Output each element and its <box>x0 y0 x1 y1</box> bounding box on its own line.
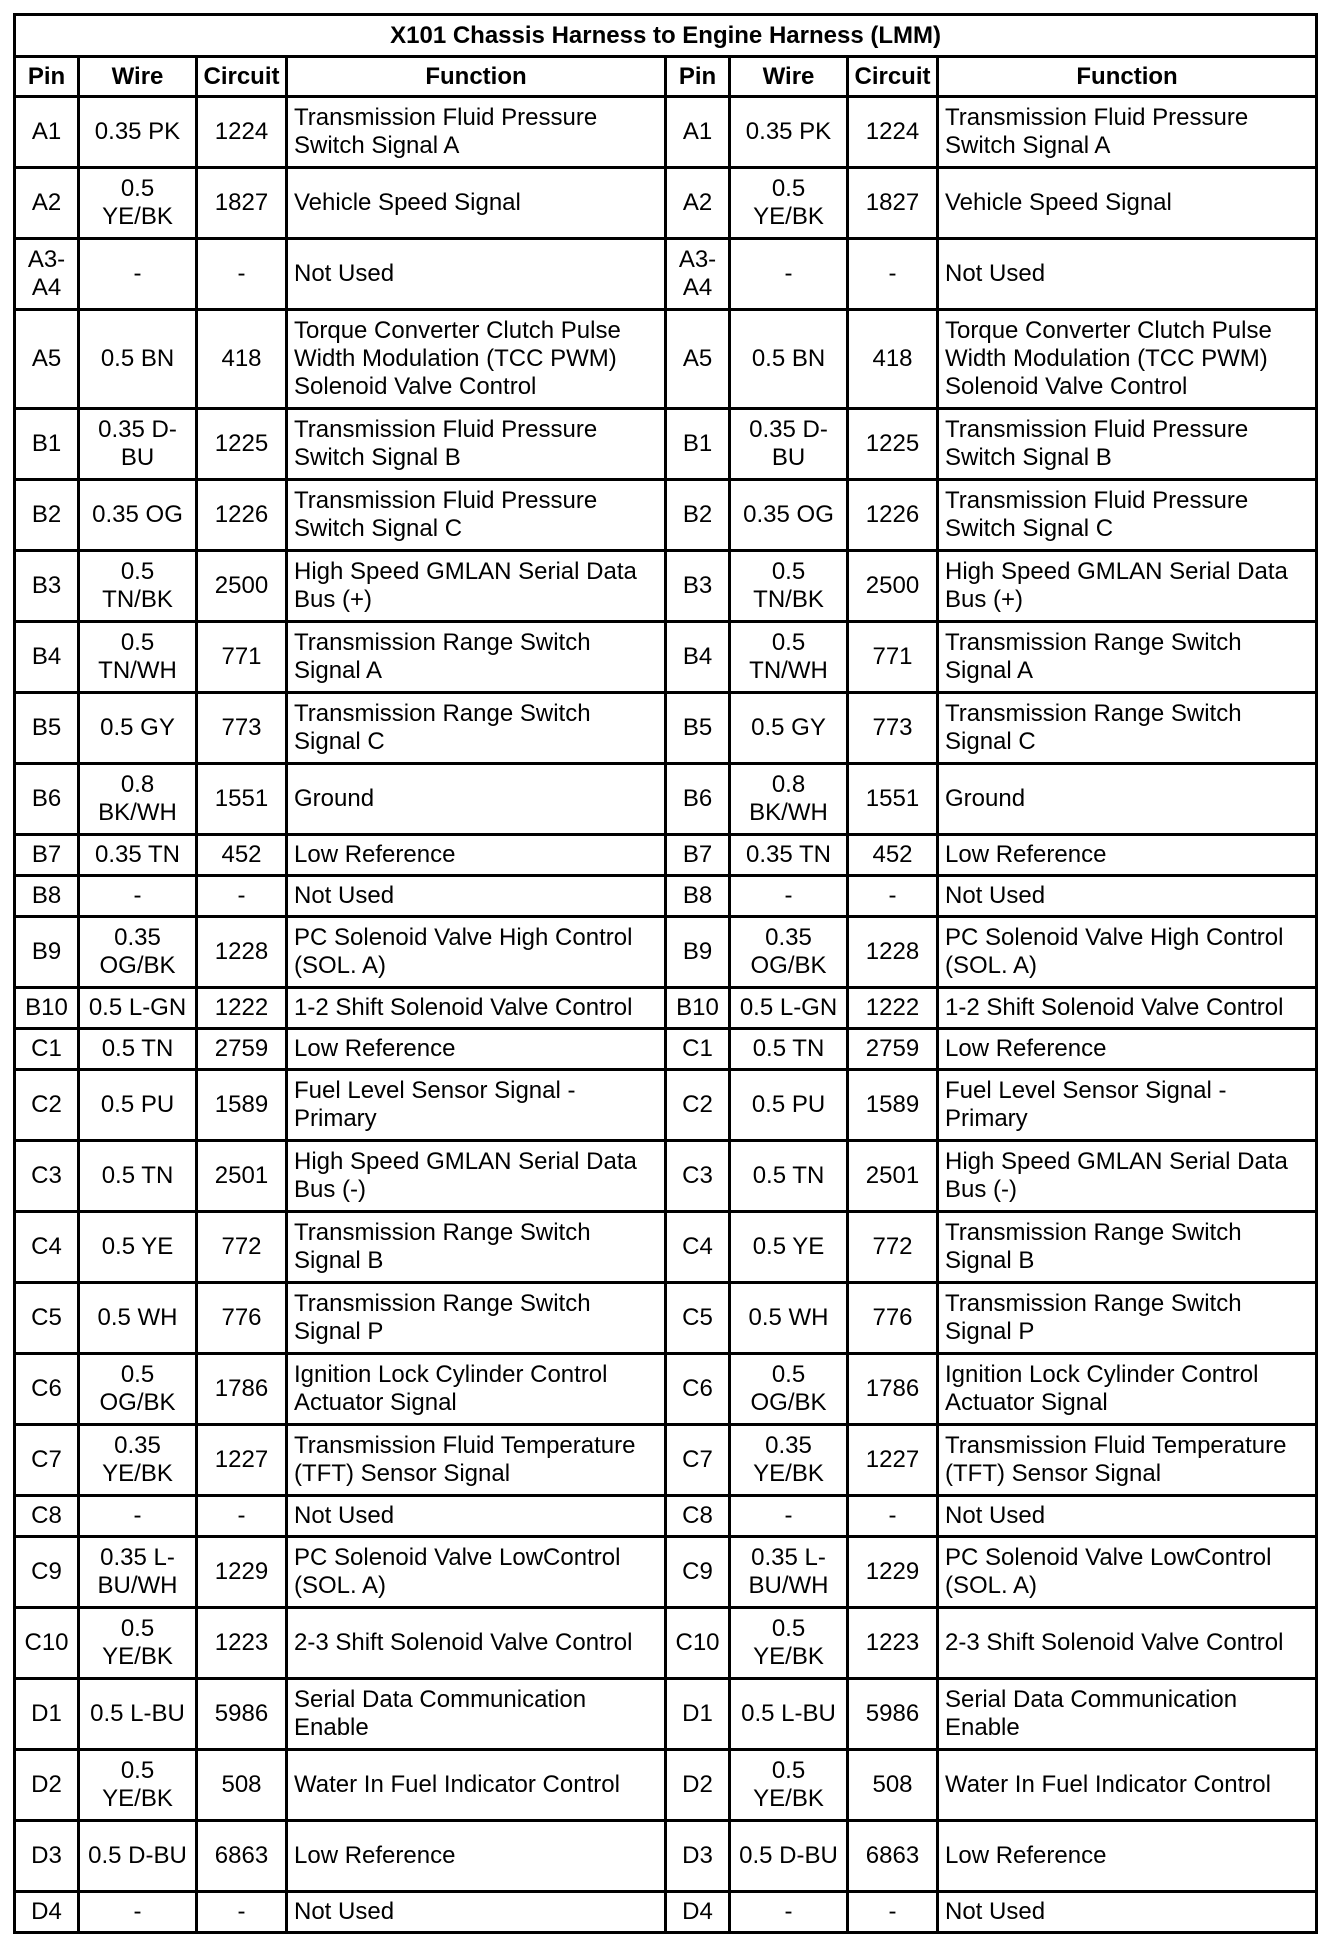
table-row <box>15 480 1317 551</box>
wire-cell: 0.5 WH <box>79 1283 197 1354</box>
table-title: X101 Chassis Harness to Engine Harness (LMM) <box>15 15 1317 57</box>
function-cell: Transmission Range Switch Signal P <box>938 1283 1317 1354</box>
circuit-cell: 5986 <box>197 1679 287 1750</box>
circuit-cell: 6863 <box>197 1821 287 1892</box>
circuit-cell: 1226 <box>197 480 287 551</box>
pin-cell: D1 <box>666 1679 730 1750</box>
circuit-cell: 1224 <box>848 97 938 168</box>
circuit-cell: - <box>197 239 287 310</box>
circuit-cell: 1228 <box>197 917 287 988</box>
circuit-cell: 771 <box>848 622 938 693</box>
circuit-cell: 1225 <box>197 409 287 480</box>
table-row <box>15 551 1317 622</box>
table-row <box>15 239 1317 310</box>
wire-cell: 0.5 YE/BK <box>79 1608 197 1679</box>
pin-cell: B7 <box>15 835 79 876</box>
function-cell: Not Used <box>287 1892 666 1933</box>
table-row <box>15 876 1317 917</box>
table-row <box>15 97 1317 168</box>
wire-cell: - <box>730 1892 848 1933</box>
circuit-cell: - <box>197 1892 287 1933</box>
table-row <box>15 1070 1317 1141</box>
pin-cell: D1 <box>15 1679 79 1750</box>
function-cell: Vehicle Speed Signal <box>938 168 1317 239</box>
circuit-cell: 2500 <box>848 551 938 622</box>
circuit-cell: 1223 <box>197 1608 287 1679</box>
wire-cell: 0.5 YE/BK <box>730 168 848 239</box>
circuit-cell: 452 <box>848 835 938 876</box>
function-cell: Transmission Range Switch Signal P <box>287 1283 666 1354</box>
pin-cell: A5 <box>15 310 79 409</box>
function-cell: Not Used <box>287 1496 666 1537</box>
pin-cell: C3 <box>666 1141 730 1212</box>
function-cell: PC Solenoid Valve LowControl (SOL. A) <box>287 1537 666 1608</box>
wire-cell: 0.35 D-BU <box>730 409 848 480</box>
circuit-cell: - <box>848 1892 938 1933</box>
wire-cell: 0.35 YE/BK <box>730 1425 848 1496</box>
wire-cell: 0.5 YE/BK <box>730 1750 848 1821</box>
function-cell: Transmission Fluid Pressure Switch Signal A <box>938 97 1317 168</box>
table-row <box>15 1750 1317 1821</box>
wire-cell: 0.8 BK/WH <box>79 764 197 835</box>
pin-cell: B10 <box>15 988 79 1029</box>
function-cell: Ground <box>287 764 666 835</box>
pin-cell: C1 <box>15 1029 79 1070</box>
wire-cell: - <box>79 1496 197 1537</box>
circuit-cell: 452 <box>197 835 287 876</box>
circuit-cell: 771 <box>197 622 287 693</box>
wire-cell: 0.5 GY <box>730 693 848 764</box>
wire-cell: 0.5 TN <box>730 1029 848 1070</box>
circuit-cell: 1225 <box>848 409 938 480</box>
function-cell: Low Reference <box>287 1821 666 1892</box>
table-body <box>15 97 1317 1933</box>
function-cell: 2-3 Shift Solenoid Valve Control <box>287 1608 666 1679</box>
function-cell: PC Solenoid Valve High Control (SOL. A) <box>938 917 1317 988</box>
circuit-cell: 1786 <box>197 1354 287 1425</box>
table-row <box>15 1679 1317 1750</box>
circuit-cell: - <box>197 1496 287 1537</box>
table-row <box>15 622 1317 693</box>
pin-cell: C9 <box>666 1537 730 1608</box>
pin-cell: A3-A4 <box>666 239 730 310</box>
circuit-cell: - <box>848 239 938 310</box>
pin-cell: C2 <box>666 1070 730 1141</box>
wire-cell: - <box>730 239 848 310</box>
circuit-cell: 1827 <box>197 168 287 239</box>
wire-cell: 0.5 D-BU <box>79 1821 197 1892</box>
wire-cell: 0.5 TN/BK <box>79 551 197 622</box>
column-header-circuit: Circuit <box>197 57 287 97</box>
column-header-circuit: Circuit <box>848 57 938 97</box>
wire-cell: 0.5 TN/WH <box>79 622 197 693</box>
pin-cell: A3-A4 <box>15 239 79 310</box>
pin-cell: D3 <box>666 1821 730 1892</box>
column-header-function: Function <box>287 57 666 97</box>
circuit-cell: 6863 <box>848 1821 938 1892</box>
function-cell: Transmission Fluid Temperature (TFT) Sensor Signal <box>287 1425 666 1496</box>
table-row <box>15 1141 1317 1212</box>
circuit-cell: 776 <box>848 1283 938 1354</box>
table-row <box>15 1354 1317 1425</box>
table-row <box>15 835 1317 876</box>
circuit-cell: 1786 <box>848 1354 938 1425</box>
function-cell: Transmission Range Switch Signal A <box>287 622 666 693</box>
table-row <box>15 1496 1317 1537</box>
connector-pinout-table <box>13 13 1318 1934</box>
pin-cell: C5 <box>666 1283 730 1354</box>
pin-cell: C1 <box>666 1029 730 1070</box>
connector-table-container <box>13 13 1315 1934</box>
table-row <box>15 1029 1317 1070</box>
circuit-cell: - <box>197 876 287 917</box>
function-cell: Not Used <box>938 1892 1317 1933</box>
wire-cell: 0.35 PK <box>79 97 197 168</box>
circuit-cell: 418 <box>197 310 287 409</box>
function-cell: Transmission Fluid Pressure Switch Signal B <box>938 409 1317 480</box>
wire-cell: 0.35 D-BU <box>79 409 197 480</box>
circuit-cell: 1827 <box>848 168 938 239</box>
wire-cell: 0.35 TN <box>730 835 848 876</box>
circuit-cell: 1222 <box>848 988 938 1029</box>
function-cell: Low Reference <box>938 835 1317 876</box>
function-cell: Ignition Lock Cylinder Control Actuator Signal <box>938 1354 1317 1425</box>
wire-cell: 0.35 OG/BK <box>730 917 848 988</box>
table-row <box>15 1821 1317 1892</box>
pin-cell: B1 <box>15 409 79 480</box>
column-header-pin: Pin <box>666 57 730 97</box>
wire-cell: 0.5 YE/BK <box>79 1750 197 1821</box>
function-cell: High Speed GMLAN Serial Data Bus (+) <box>938 551 1317 622</box>
wire-cell: - <box>730 876 848 917</box>
circuit-cell: 773 <box>848 693 938 764</box>
wire-cell: 0.5 YE/BK <box>79 168 197 239</box>
pin-cell: B10 <box>666 988 730 1029</box>
pin-cell: C8 <box>666 1496 730 1537</box>
pin-cell: A1 <box>15 97 79 168</box>
circuit-cell: 773 <box>197 693 287 764</box>
circuit-cell: 776 <box>197 1283 287 1354</box>
function-cell: Serial Data Communication Enable <box>287 1679 666 1750</box>
function-cell: PC Solenoid Valve High Control (SOL. A) <box>287 917 666 988</box>
pin-cell: B3 <box>666 551 730 622</box>
function-cell: High Speed GMLAN Serial Data Bus (+) <box>287 551 666 622</box>
circuit-cell: 1222 <box>197 988 287 1029</box>
wire-cell: 0.5 BN <box>730 310 848 409</box>
column-header-pin: Pin <box>15 57 79 97</box>
table-row <box>15 764 1317 835</box>
table-row <box>15 310 1317 409</box>
function-cell: Transmission Range Switch Signal B <box>287 1212 666 1283</box>
function-cell: High Speed GMLAN Serial Data Bus (-) <box>938 1141 1317 1212</box>
pin-cell: B4 <box>15 622 79 693</box>
wire-cell: 0.5 TN <box>79 1141 197 1212</box>
wire-cell: 0.5 WH <box>730 1283 848 1354</box>
table-row <box>15 988 1317 1029</box>
wire-cell: 0.5 YE <box>730 1212 848 1283</box>
pin-cell: A5 <box>666 310 730 409</box>
pin-cell: A2 <box>666 168 730 239</box>
circuit-cell: 2500 <box>197 551 287 622</box>
wire-cell: 0.35 OG/BK <box>79 917 197 988</box>
column-header-wire: Wire <box>730 57 848 97</box>
circuit-cell: 1229 <box>197 1537 287 1608</box>
wire-cell: 0.35 OG <box>730 480 848 551</box>
pin-cell: C5 <box>15 1283 79 1354</box>
circuit-cell: 1226 <box>848 480 938 551</box>
function-cell: 1-2 Shift Solenoid Valve Control <box>938 988 1317 1029</box>
function-cell: Transmission Fluid Pressure Switch Signal C <box>938 480 1317 551</box>
function-cell: Fuel Level Sensor Signal - Primary <box>287 1070 666 1141</box>
column-header-function: Function <box>938 57 1317 97</box>
wire-cell: 0.35 OG <box>79 480 197 551</box>
function-cell: Not Used <box>287 876 666 917</box>
circuit-cell: 508 <box>197 1750 287 1821</box>
circuit-cell: 2501 <box>848 1141 938 1212</box>
pin-cell: D2 <box>15 1750 79 1821</box>
function-cell: 1-2 Shift Solenoid Valve Control <box>287 988 666 1029</box>
wire-cell: 0.5 PU <box>730 1070 848 1141</box>
function-cell: Vehicle Speed Signal <box>287 168 666 239</box>
wire-cell: - <box>79 876 197 917</box>
wire-cell: 0.5 L-BU <box>79 1679 197 1750</box>
pin-cell: B4 <box>666 622 730 693</box>
header-row <box>15 57 1317 97</box>
function-cell: Water In Fuel Indicator Control <box>938 1750 1317 1821</box>
pin-cell: C6 <box>666 1354 730 1425</box>
pin-cell: B6 <box>666 764 730 835</box>
pin-cell: C7 <box>666 1425 730 1496</box>
pin-cell: D3 <box>15 1821 79 1892</box>
circuit-cell: 1551 <box>848 764 938 835</box>
circuit-cell: 1589 <box>848 1070 938 1141</box>
function-cell: Transmission Range Switch Signal B <box>938 1212 1317 1283</box>
circuit-cell: 5986 <box>848 1679 938 1750</box>
circuit-cell: 1223 <box>848 1608 938 1679</box>
wire-cell: 0.5 TN/BK <box>730 551 848 622</box>
pin-cell: B8 <box>15 876 79 917</box>
wire-cell: - <box>79 1892 197 1933</box>
function-cell: Not Used <box>938 1496 1317 1537</box>
circuit-cell: - <box>848 1496 938 1537</box>
circuit-cell: 772 <box>197 1212 287 1283</box>
wire-cell: 0.5 PU <box>79 1070 197 1141</box>
table-row <box>15 409 1317 480</box>
function-cell: Not Used <box>938 239 1317 310</box>
table-row <box>15 917 1317 988</box>
wire-cell: 0.5 GY <box>79 693 197 764</box>
pin-cell: C4 <box>15 1212 79 1283</box>
circuit-cell: 1227 <box>197 1425 287 1496</box>
circuit-cell: 1227 <box>848 1425 938 1496</box>
table-row <box>15 693 1317 764</box>
wire-cell: 0.5 OG/BK <box>79 1354 197 1425</box>
wire-cell: 0.5 YE <box>79 1212 197 1283</box>
column-header-wire: Wire <box>79 57 197 97</box>
wire-cell: 0.35 PK <box>730 97 848 168</box>
function-cell: Not Used <box>938 876 1317 917</box>
function-cell: Not Used <box>287 239 666 310</box>
wire-cell: 0.5 TN/WH <box>730 622 848 693</box>
table-row <box>15 1212 1317 1283</box>
pin-cell: A1 <box>666 97 730 168</box>
function-cell: Transmission Range Switch Signal C <box>938 693 1317 764</box>
circuit-cell: 1224 <box>197 97 287 168</box>
pin-cell: B8 <box>666 876 730 917</box>
pin-cell: C10 <box>666 1608 730 1679</box>
pin-cell: C8 <box>15 1496 79 1537</box>
circuit-cell: 2759 <box>848 1029 938 1070</box>
pin-cell: C9 <box>15 1537 79 1608</box>
wire-cell: 0.5 OG/BK <box>730 1354 848 1425</box>
function-cell: Transmission Range Switch Signal A <box>938 622 1317 693</box>
function-cell: Low Reference <box>938 1821 1317 1892</box>
wire-cell: 0.5 L-GN <box>79 988 197 1029</box>
table-row <box>15 1608 1317 1679</box>
pin-cell: B5 <box>666 693 730 764</box>
function-cell: Water In Fuel Indicator Control <box>287 1750 666 1821</box>
pin-cell: B6 <box>15 764 79 835</box>
wire-cell: 0.5 D-BU <box>730 1821 848 1892</box>
function-cell: 2-3 Shift Solenoid Valve Control <box>938 1608 1317 1679</box>
circuit-cell: 1228 <box>848 917 938 988</box>
pin-cell: A2 <box>15 168 79 239</box>
pin-cell: B9 <box>666 917 730 988</box>
function-cell: High Speed GMLAN Serial Data Bus (-) <box>287 1141 666 1212</box>
function-cell: Low Reference <box>287 1029 666 1070</box>
circuit-cell: 772 <box>848 1212 938 1283</box>
pin-cell: D4 <box>15 1892 79 1933</box>
circuit-cell: 418 <box>848 310 938 409</box>
function-cell: Low Reference <box>938 1029 1317 1070</box>
function-cell: Serial Data Communication Enable <box>938 1679 1317 1750</box>
circuit-cell: 508 <box>848 1750 938 1821</box>
wire-cell: 0.5 TN <box>730 1141 848 1212</box>
wire-cell: 0.5 BN <box>79 310 197 409</box>
wire-cell: - <box>730 1496 848 1537</box>
function-cell: Torque Converter Clutch Pulse Width Modulation (TCC PWM) Solenoid Valve Control <box>938 310 1317 409</box>
function-cell: Low Reference <box>287 835 666 876</box>
pin-cell: B2 <box>15 480 79 551</box>
function-cell: Transmission Fluid Pressure Switch Signal B <box>287 409 666 480</box>
table-row <box>15 1283 1317 1354</box>
pin-cell: B3 <box>15 551 79 622</box>
pin-cell: B9 <box>15 917 79 988</box>
function-cell: Ignition Lock Cylinder Control Actuator Signal <box>287 1354 666 1425</box>
function-cell: Torque Converter Clutch Pulse Width Modulation (TCC PWM) Solenoid Valve Control <box>287 310 666 409</box>
wire-cell: 0.35 YE/BK <box>79 1425 197 1496</box>
wire-cell: 0.5 YE/BK <box>730 1608 848 1679</box>
wire-cell: 0.5 TN <box>79 1029 197 1070</box>
pin-cell: B2 <box>666 480 730 551</box>
pin-cell: C4 <box>666 1212 730 1283</box>
pin-cell: B7 <box>666 835 730 876</box>
function-cell: Transmission Fluid Pressure Switch Signal A <box>287 97 666 168</box>
function-cell: PC Solenoid Valve LowControl (SOL. A) <box>938 1537 1317 1608</box>
pin-cell: D4 <box>666 1892 730 1933</box>
pin-cell: C7 <box>15 1425 79 1496</box>
table-row <box>15 168 1317 239</box>
pin-cell: C2 <box>15 1070 79 1141</box>
pin-cell: C10 <box>15 1608 79 1679</box>
circuit-cell: 2501 <box>197 1141 287 1212</box>
wire-cell: 0.35 L-BU/WH <box>730 1537 848 1608</box>
pin-cell: D2 <box>666 1750 730 1821</box>
circuit-cell: - <box>848 876 938 917</box>
pin-cell: C3 <box>15 1141 79 1212</box>
pin-cell: C6 <box>15 1354 79 1425</box>
function-cell: Fuel Level Sensor Signal - Primary <box>938 1070 1317 1141</box>
function-cell: Transmission Range Switch Signal C <box>287 693 666 764</box>
wire-cell: 0.35 L-BU/WH <box>79 1537 197 1608</box>
pin-cell: B1 <box>666 409 730 480</box>
wire-cell: - <box>79 239 197 310</box>
wire-cell: 0.8 BK/WH <box>730 764 848 835</box>
circuit-cell: 1229 <box>848 1537 938 1608</box>
circuit-cell: 1551 <box>197 764 287 835</box>
function-cell: Transmission Fluid Temperature (TFT) Sensor Signal <box>938 1425 1317 1496</box>
circuit-cell: 1589 <box>197 1070 287 1141</box>
wire-cell: 0.5 L-BU <box>730 1679 848 1750</box>
table-row <box>15 1892 1317 1933</box>
table-row <box>15 1425 1317 1496</box>
wire-cell: 0.35 TN <box>79 835 197 876</box>
function-cell: Ground <box>938 764 1317 835</box>
table-row <box>15 1537 1317 1608</box>
circuit-cell: 2759 <box>197 1029 287 1070</box>
wire-cell: 0.5 L-GN <box>730 988 848 1029</box>
function-cell: Transmission Fluid Pressure Switch Signal C <box>287 480 666 551</box>
pin-cell: B5 <box>15 693 79 764</box>
